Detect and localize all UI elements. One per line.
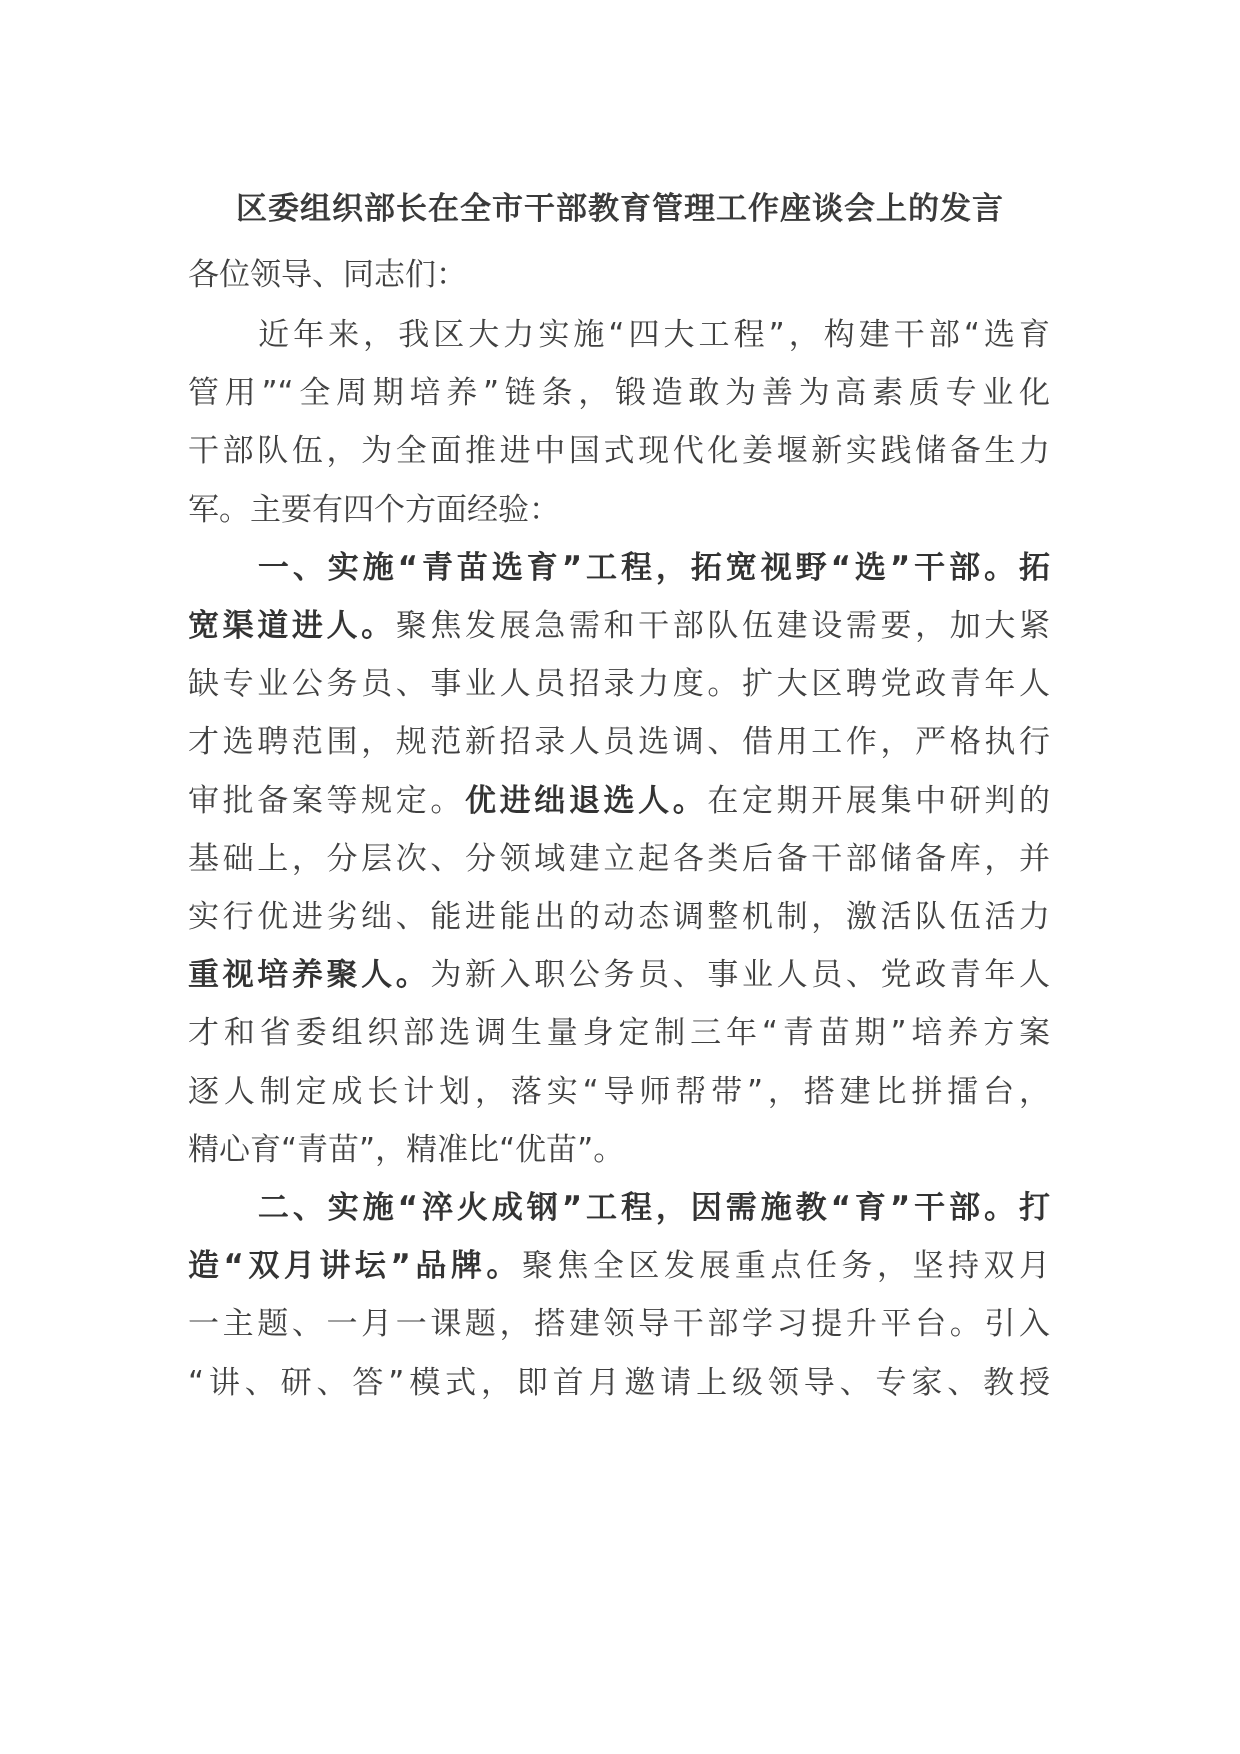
bold-text-segment: 优进绌退选人。 xyxy=(465,782,708,819)
text-segment: 聚焦全区发展重点任务，坚持双月 xyxy=(521,1248,1051,1285)
text-line xyxy=(188,546,1050,590)
text-segment: 聚焦发展急需和干部队伍建设需要，加大紧 xyxy=(395,608,1050,644)
text-line xyxy=(188,895,1050,939)
text-line xyxy=(188,313,1050,357)
text-segment: 为新入职公务员、事业人员、党政青年人 xyxy=(430,957,1050,994)
text-line xyxy=(188,253,1050,297)
bold-text-segment: 重视培养聚人。 xyxy=(188,957,431,994)
text-line xyxy=(188,1070,1050,1114)
text-line xyxy=(188,429,1050,473)
text-segment: 管用”“全周期培养”链条，锻造敢为善为高素质专业化 xyxy=(188,375,1050,412)
bold-text-segment: 二、实施“淬火成钢”工程，因需施教“育”干部。打 xyxy=(188,1190,1050,1226)
text-line xyxy=(188,779,1050,823)
text-segment: 干部队伍，为全面推进中国式现代化姜堰新实践储备生力 xyxy=(188,433,1050,470)
bold-text-segment: 一、实施“青苗选育”工程，拓宽视野“选”干部。拓 xyxy=(188,549,1050,586)
text-segment: 才和省委组织部选调生量身定制三年“青苗期”培养方案 xyxy=(188,1015,1050,1052)
text-line xyxy=(188,953,1050,997)
text-segment: 审批备案等规定。 xyxy=(188,782,465,819)
text-line xyxy=(188,1361,1050,1405)
bold-text-segment: 造“双月讲坛”品牌。 xyxy=(188,1248,522,1285)
text-segment: “讲、研、答”模式，即首月邀请上级领导、专家、教授 xyxy=(188,1364,1050,1401)
text-line xyxy=(188,837,1050,881)
text-segment: 在定期开展集中研判的 xyxy=(707,782,1050,819)
bold-text-segment: 宽渠道进人。 xyxy=(188,608,396,644)
document-title: 区委组织部长在全市干部教育管理工作座谈会上的发言 xyxy=(236,191,1004,227)
text-line xyxy=(188,604,1050,648)
text-segment: 逐人制定成长计划，落实“导师帮带”，搭建比拼擂台， xyxy=(188,1073,1050,1110)
text-line xyxy=(188,488,1050,532)
text-segment: 基础上，分层次、分领域建立起各类后备干部储备库，并 xyxy=(188,840,1050,877)
text-line xyxy=(188,371,1050,415)
text-segment: 军。主要有四个方面经验： xyxy=(188,491,560,528)
text-line xyxy=(188,662,1050,706)
text-segment: 一主题、一月一课题，搭建领导干部学习提升平台。引入 xyxy=(188,1306,1050,1343)
text-segment: 近年来，我区大力实施“四大工程”，构建干部“选育 xyxy=(188,317,1050,353)
text-segment: 才选聘范围，规范新招录人员选调、借用工作，严格执行 xyxy=(188,724,1050,761)
text-line xyxy=(188,1302,1050,1346)
text-line xyxy=(188,1011,1050,1055)
text-segment: 实行优进劣绌、能进能出的动态调整机制，激活队伍活力 xyxy=(188,899,1050,935)
text-line xyxy=(188,720,1050,764)
text-segment: 缺专业公务员、事业人员招录力度。扩大区聘党政青年人 xyxy=(188,666,1050,703)
text-line xyxy=(188,1128,1050,1172)
text-segment: 精心育“青苗”，精准比“优苗”。 xyxy=(188,1131,625,1168)
text-line xyxy=(188,1186,1050,1230)
text-line xyxy=(188,1244,1050,1288)
text-segment: 各位领导、同志们： xyxy=(188,257,467,293)
